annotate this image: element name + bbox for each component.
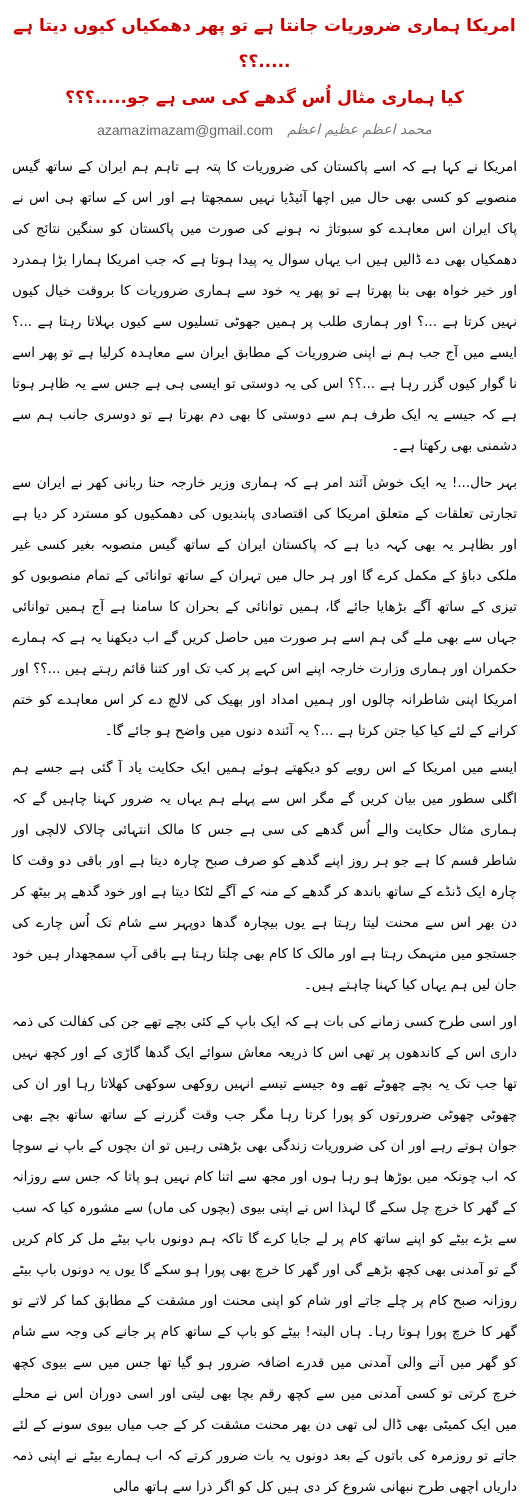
paragraph-4: اور اسی طرح کسی زمانے کی بات ہے کہ ایک باپ کے کئی بچے تھے جن کی کفالت کی ذمہ داری اس کے کاندھوں پر تھی اس کا ذریعہ معاش سوائے ایک گدھا گاڑی کے اور کچھ نہیں تھا جب تک یہ بچے چھوٹے تھے وہ جیسے تیسے انہیں روکھی سوکھی کھلاتا رہا اور ان کی چھوٹی چھوٹی ضرورتوں کو پورا کرتا رہا مگر جب وقت گزرنے کے ساتھ ساتھ بچے بھی جوان ہوتے رہے اور ان کی ضروریات زندگی بھی بڑھتی رہیں تو ان بچوں کے باپ نے سوچا کہ اب چونکہ میں بوڑھا ہو رہا ہوں اور مجھ سے اتنا کام نہیں ہو پاتا کہ جس سے روزانہ کے گھر کا خرچ چل سکے گا لہذا اس نے اپنی بیوی (بچوں کی ماں) سے مشورہ کیا کہ سب سے بڑے بیٹے کو اپنے ساتھ کام پر لے جایا کرے گا تاکہ ہم دونوں باپ بیٹے مل کر کام کریں گے تو آمدنی بھی کچھ بڑھے گی اور گھر کا خرچ بھی پورا ہو سکے گا یوں یہ دونوں باپ بیٹے روزانہ صبح کام پر چلے جاتے اور شام کو اپنی محنت اور مشقت کے مطابق کما کر لاتے تو گھر کا خرچ پورا ہوتا رہا۔ ہاں البتہ! بیٹے کو باپ کے ساتھ کام پر جانے کی وجہ سے شام کو گھر میں آنے والی آمدنی میں قدرے اضافہ ضرور ہو گیا تھا جس میں سے بیوی کچھ خرچ کرتی تو کسی آمدنی میں سے کچھ رقم بچا بھی لیتی اور اسی دوران اس نے محلے میں ایک کمیٹی بھی ڈال لی تھی دن بھر محنت مشقت کر کے جب میاں بیوی سونے کے لئے جاتے تو روزمرہ کی باتوں کے بعد دونوں یہ بات ضرور کرتے کہ اب ہمارے بیٹے نے اپنی ذمہ داریاں اچھی طرح نبھانی شروع کر دی ہیں کل کو اگر ذرا سے ہاتھ مالی: [12, 1014, 517, 1495]
paragraph-2: بہر حال...! یہ ایک خوش آئند امر ہے کہ ہماری وزیر خارجہ حنا ربانی کھر نے ایران سے تجارتی تعلقات کے متعلق امریکا کی اقتصادی پابندیوں کی دھمکیوں کو مسترد کر دیا ہے اور بظاہر یہ بھی کہہ دیا ہے کہ پاکستان ایران کے ساتھ گیس منصوبہ بغیر کسی غیر ملکی دباؤ کے مکمل کرے گا اور ہر حال میں تہران کے ساتھ توانائی کے تمام منصوبوں کو تیزی کے ساتھ آگے بڑھایا جائے گا، ہمیں توانائی کے بحران کا سامنا ہے آج ہمیں توانائی جہاں سے بھی ملے گی ہم اسے ہر صورت میں حاصل کریں گے اب دیکھنا یہ ہے کہ ہمارے حکمران اور ہماری وزارت خارجہ اپنے اس کہے پر کب تک اور کتنا قائم رہتے ہیں ...؟؟ اور امریکا اپنی شاطرانہ چالوں اور ہمیں امداد اور بھیک کی لالچ دے کر اس معاہدے کو ختم کرانے کے لئے کیا کیا جتن کرتا ہے ...؟ یہ آئندہ دنوں میں واضح ہو جائے گا۔: [12, 475, 517, 739]
paragraph-1: امریکا نے کہا ہے کہ اسے پاکستان کی ضروریات کا پتہ ہے تاہم ہم ایران کے ساتھ گیس منصوبے کو کسی بھی حال میں اچھا آئیڈیا نہیں سمجھتا ہے اور اس کے ساتھ ہی اس نے پاک ایران اس معاہدے کو سبوتاژ نہ ہونے کی صورت میں پاکستان کو سنگین نتائج کی دھمکیاں بھی دے ڈالیں ہیں اب یہاں سوال یہ پیدا ہوتا ہے کہ جب امریکا ہمارا بڑا ہمدرد اور خیر خواہ بھی بنا پھرتا ہے تو پھر یہ خود سے ہماری ضروریات کا بروقت خیال کیوں نہیں کرتا ہے ...؟ اور ہماری طلب پر ہمیں جھوٹی تسلیوں سے کیوں بہلاتا رہتا ہے ...؟ ایسے میں آج جب ہم نے اپنی ضروریات کے مطابق ایران سے معاہدہ کرلیا ہے تو پھر اسے نا گوار کیوں گزر رہا ہے ...؟؟ اس کی یہ دوستی تو ایسی ہی ہے جس سے یہ ظاہر ہوتا ہے کہ جیسے یہ ایک طرف ہم سے دوستی کا بھی دم بھرتا ہے تو دوسری جانب ہم سے دشمنی بھی رکھتا ہے۔: [12, 159, 517, 454]
article-body: [12, 152, 517, 1503]
byline: [12, 122, 517, 138]
author-name: محمد اعظم عظیم اعظم: [287, 122, 432, 138]
article-title-line-1: امریکا ہماری ضروریات جانتا ہے تو پھر دھمکیاں کیوں دیتا ہے .....؟؟: [13, 16, 516, 72]
paragraph-3: ایسے میں امریکا کے اس رویے کو دیکھتے ہوئے ہمیں ایک حکایت یاد آ گئی ہے جسے ہم اگلی سطور میں بیان کریں گے مگر اس سے پہلے ہم یہاں یہ ضرور کہنا چاہیں گے کہ ہماری مثال حکایت والے اُس گدھے کی سی ہے جس کا مالک انتہائی چالاک لالچی اور شاطر قسم کا ہے جو ہر روز اپنے گدھے کو صرف صبح چارہ دیتا ہے اور باقی دو وقت کا چارہ ایک ڈنڈے کے ساتھ باندھ کر گدھے کے منہ کے آگے لٹکا دیتا ہے اور خود گدھے پر بیٹھ کر دن بھر اس سے محنت لیتا رہتا ہے یوں بیچارہ گدھا دوپہر سے شام تک اُس چارے کی جستجو میں منہمک رہتا ہے اور مالک کا کام بھی چلتا رہتا ہے باقی آپ سمجھدار ہیں خود جان لیں ہم یہاں کیا کہنا چاہتے ہیں۔: [12, 760, 517, 993]
author-email[interactable]: azamazimazam@gmail.com: [97, 122, 274, 138]
article-title-line-2: کیا ہماری مثال اُس گدھے کی سی ہے جو.....؟؟؟: [65, 88, 464, 108]
